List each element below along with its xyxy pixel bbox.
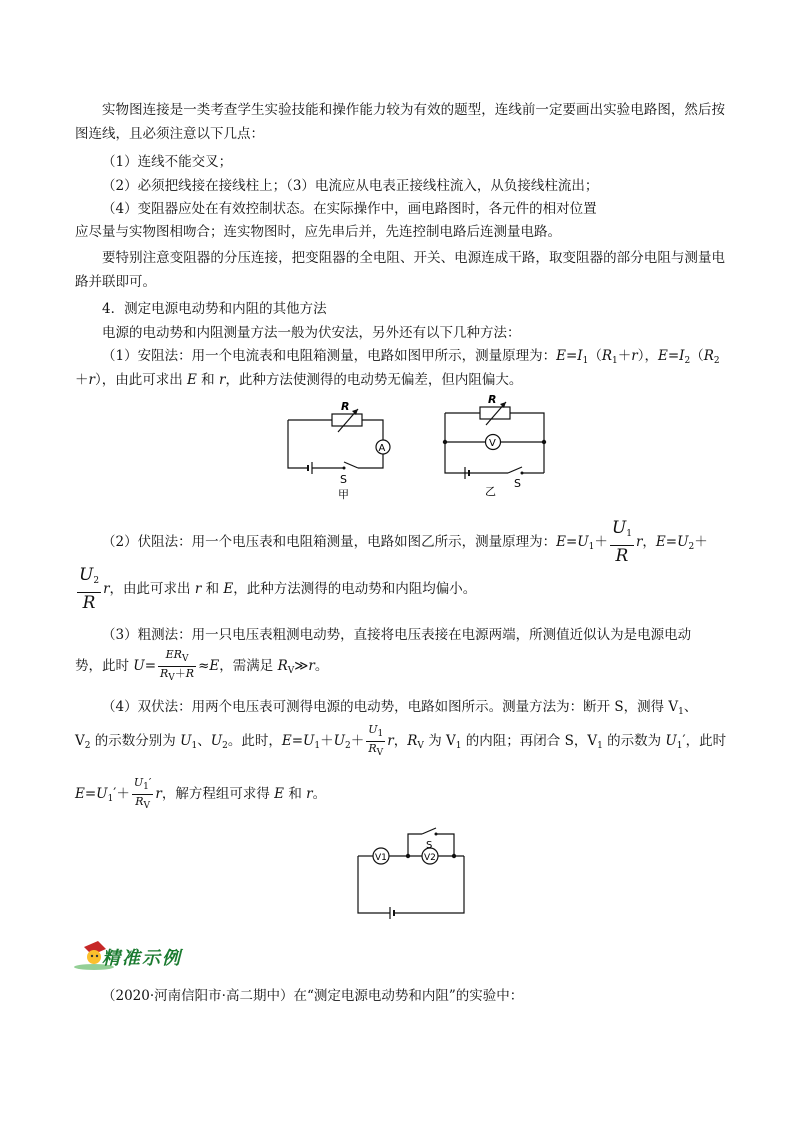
method-1-text-b: ，由此可求出 xyxy=(101,372,183,388)
method-4-line2: $V_2$ 的示数分别为 $U_1$、$U_2$。此时，$E=U_1+U_2+$ $\frac{U_1}{R_V}$ r，$R_V$ 为 $V_1$ 的内阻；再闭合 S，$V_1$ 的示数为 $U_1'$，此时 xyxy=(75,723,727,758)
label-V1: V1 xyxy=(375,853,387,863)
method-4-line3: $E=U_1'+$ $\frac{U_1'}{R_V}$ r，解方程组可求得 E 和 r。 xyxy=(75,776,327,811)
and-text: 和 xyxy=(201,372,215,388)
circuit-jia xyxy=(288,400,390,501)
rule-1: （1）连线不能交叉； xyxy=(102,154,233,170)
method-2-line2: $\frac{U_2}{R}$ r，由此可求出 r 和 E，此种方法测得的电动势和内阻均偏小。 xyxy=(79,565,477,613)
method-4-text-h: ，解方程组可求得 xyxy=(161,786,270,802)
method-1-text: （1）安阻法：用一个电流表和电阻箱测量，电路如图甲所示，测量原理为： xyxy=(102,348,557,364)
methods-intro: 电源的电动势和内阻测量方法一般为伏安法，另外还有以下几种方法： xyxy=(102,325,521,341)
rule-2-3: （2）必须把线接在接线柱上；（3）电流应从电表正接线柱流入，从负接线柱流出； xyxy=(102,178,599,194)
switch-icon xyxy=(422,828,436,834)
method-4-text-d: 为 xyxy=(428,733,442,749)
circuit-figure-dual-volt xyxy=(350,822,475,920)
method-3-text-b: 势，此时 xyxy=(75,658,129,674)
method-4-line: （4）双伏法：用两个电压表可测得电源的电动势，电路如图所示。测量方法为：断开 S，测得 $V_1$、 xyxy=(102,699,698,717)
and-text-2: 和 xyxy=(205,581,220,597)
method-4-text-e: 的内阻；再闭合 S，V xyxy=(465,733,598,749)
method-4-text-c: 。此时， xyxy=(227,733,282,749)
method-3-line2: 势，此时 U= $\frac{ER_V}{R_V+R}$ ≈E，需满足 $R_V≫r$。 xyxy=(75,648,329,683)
label-S-2: S xyxy=(514,477,521,490)
resistor-box-icon xyxy=(332,414,362,426)
label-A: A xyxy=(378,443,386,454)
rule-4-cont: 应尽量与实物图相吻合；连实物图时，应先串后并，先连控制电路后连测量电路。 xyxy=(75,224,561,240)
and-text-3: 和 xyxy=(288,786,302,802)
method-4-text-b: 的示数分别为 xyxy=(94,733,176,749)
switch-icon xyxy=(344,462,358,468)
method-2-text-b: ，由此可求出 xyxy=(109,581,191,597)
switch-icon xyxy=(508,467,522,473)
example-question: （2020·河南信阳市·高二期中）在“测定电源电动势和内阻”的实验中： xyxy=(102,988,524,1004)
label-S-1: S xyxy=(340,473,347,486)
method-4-text: （4）双伏法：用两个电压表可测得电源的电动势，电路如图所示。测量方法为：断开 S，测得 V xyxy=(102,699,679,715)
circuit-yi xyxy=(443,395,546,498)
method-4-text-g: ，此时 xyxy=(685,733,727,749)
section-heading: 4．测定电源电动势和内阻的其他方法 xyxy=(102,301,327,317)
method-1-text-c: ，此种方法使测得的电动势无偏差，但内阻偏大。 xyxy=(225,372,523,388)
method-4-text-f: 的示数为 xyxy=(607,733,662,749)
method-1-line2: ＋r），由此可求出 E 和 r，此种方法使测得的电动势无偏差，但内阻偏大。 xyxy=(75,372,523,388)
circuit-figures-1 xyxy=(280,395,570,507)
method-2-text-c: ，此种方法测得的电动势和内阻均偏小。 xyxy=(233,581,477,597)
rule-4: （4）变阻器应处在有效控制状态。在实际操作中，画电路图时，各元件的相对位置 xyxy=(102,201,597,217)
divider-note: 要特别注意变阻器的分压连接，把变阻器的全电阻、开关、电源连成干路，取变阻器的部分电阻与测量电路并联即可。 xyxy=(75,250,725,290)
method-3-text-c: ，需满足 xyxy=(219,658,274,674)
method-1-line: （1）安阻法：用一个电流表和电阻箱测量，电路如图甲所示，测量原理为：$E=I_1(R_1+r)$，$E=I_2(R_2$ xyxy=(102,348,720,366)
label-R: R xyxy=(341,400,350,413)
method-3-line: （3）粗测法：用一只电压表粗测电动势，直接将电压表接在电源两端，所测值近似认为是电源电动 xyxy=(102,627,692,643)
method-2-line: （2）伏阻法：用一个电压表和电阻箱测量，电路如图乙所示，测量原理为：$E=U_1+$ $\frac{U_1}{R}$ r，$E=U_2+$ xyxy=(102,518,708,566)
label-jia: 甲 xyxy=(338,488,349,501)
example-logo-text: 精准示例 xyxy=(102,948,182,969)
label-V2: V2 xyxy=(424,853,436,863)
intro-paragraph: 实物图连接是一类考查学生实验技能和操作能力较为有效的题型，连线前一定要画出实验电路图，然后按图连线，且必须注意以下几点： xyxy=(75,102,725,142)
label-R-2: R xyxy=(488,395,497,406)
label-S-3: S xyxy=(426,840,433,851)
label-yi: 乙 xyxy=(485,485,496,498)
resistor-box-icon xyxy=(480,407,510,419)
label-V: V xyxy=(489,438,496,449)
method-2-text: （2）伏阻法：用一个电压表和电阻箱测量，电路如图乙所示，测量原理为： xyxy=(102,534,557,550)
